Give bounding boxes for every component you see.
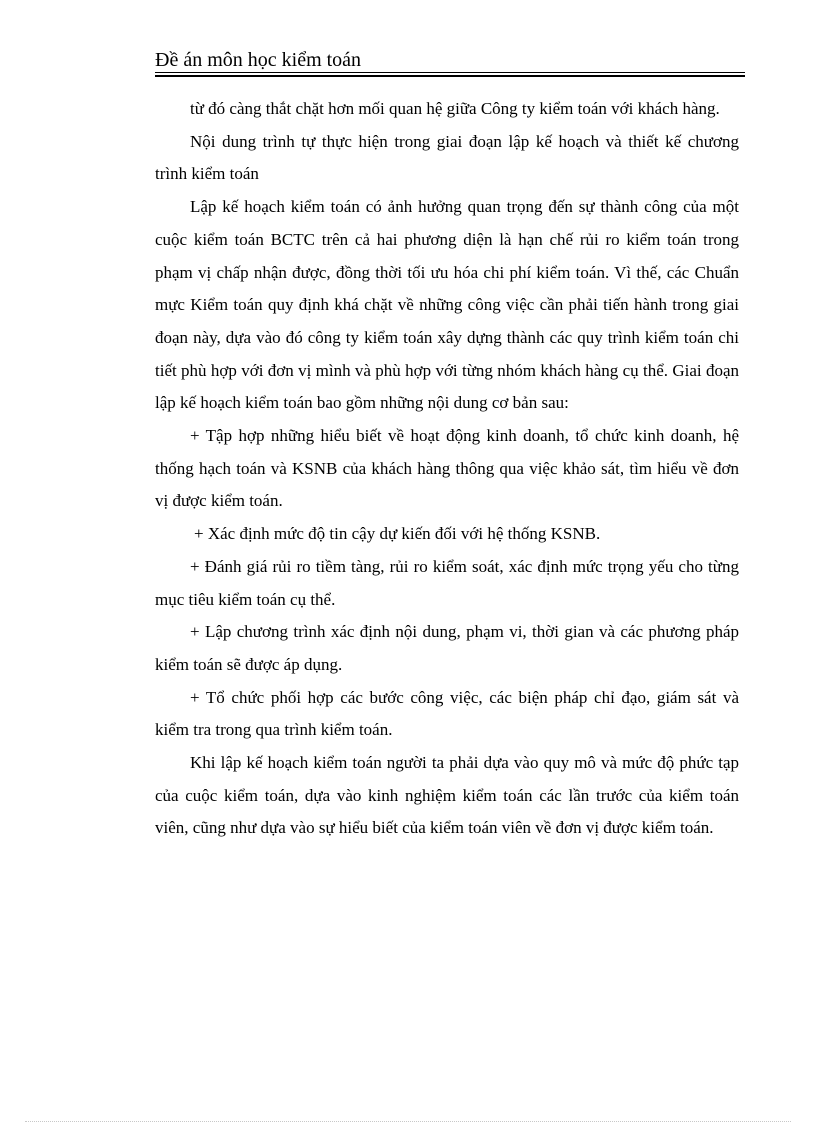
document-body	[155, 93, 739, 845]
page-bottom-border	[25, 1121, 791, 1122]
page-header	[155, 48, 745, 77]
header-rule-thick	[155, 75, 745, 77]
paragraph-8: + Tổ chức phối hợp các bước công việc, các biện pháp chỉ đạo, giám sát và kiểm tra trong qua trình kiểm toán.	[155, 687, 739, 740]
paragraph-6: + Đánh giá rủi ro tiềm tàng, rủi ro kiểm soát, xác định mức trọng yếu cho từng mục tiêu kiểm toán cụ thể.	[155, 556, 739, 609]
header-title: Đề án môn học kiểm toán	[155, 49, 362, 71]
paragraph-7: + Lập chương trình xác định nội dung, phạm vi, thời gian và các phương pháp kiểm toán sẽ được áp dụng.	[155, 622, 739, 674]
paragraph-4: + Tập hợp những hiểu biết về hoạt động kinh doanh, tổ chức kinh doanh, hệ thống hạch toán và KSNB của khách hàng thông qua việc khảo sát, tìm hiểu về đơn vị được kiểm toán.	[155, 426, 739, 511]
header-rule-thin	[155, 72, 745, 73]
paragraph-9: Khi lập kế hoạch kiểm toán người ta phải dựa vào quy mô và mức độ phức tạp của cuộc kiểm toán, dựa vào kinh nghiệm kiểm toán các lần trước của kiểm toán viên, cũng như dựa vào sự hiểu biết của kiểm toán viên về đơn vị được kiểm toán.	[155, 753, 739, 838]
paragraph-3: Lập kế hoạch kiểm toán có ảnh hưởng quan trọng đến sự thành công của một cuộc kiểm toán BCTC trên cả hai phương diện là hạn chế rủi ro kiểm toán trong phạm vị chấp nhận được, đồng thời tối ưu hóa chi phí kiểm toán. Vì thế, các Chuẩn mực Kiểm toán quy định khá chặt về những công việc cần phải tiến hành trong giai đoạn này, dựa vào đó công ty kiểm toán xây dựng thành các quy trình kiểm toán chi tiết phù hợp với đơn vị mình và phù hợp với từng nhóm khách hàng cụ thể. Giai đoạn lập kế hoạch kiểm toán bao gồm những nội dung cơ bản sau:	[155, 197, 739, 413]
paragraph-2: Nội dung trình tự thực hiện trong giai đoạn lập kế hoạch và thiết kế chương trình kiểm toán	[155, 131, 739, 184]
paragraph-1: từ đó càng thắt chặt hơn mối quan hệ giữa Công ty kiểm toán với khách hàng.	[190, 99, 720, 118]
paragraph-5: + Xác định mức độ tin cậy dự kiến đối với hệ thống KSNB.	[194, 524, 601, 544]
